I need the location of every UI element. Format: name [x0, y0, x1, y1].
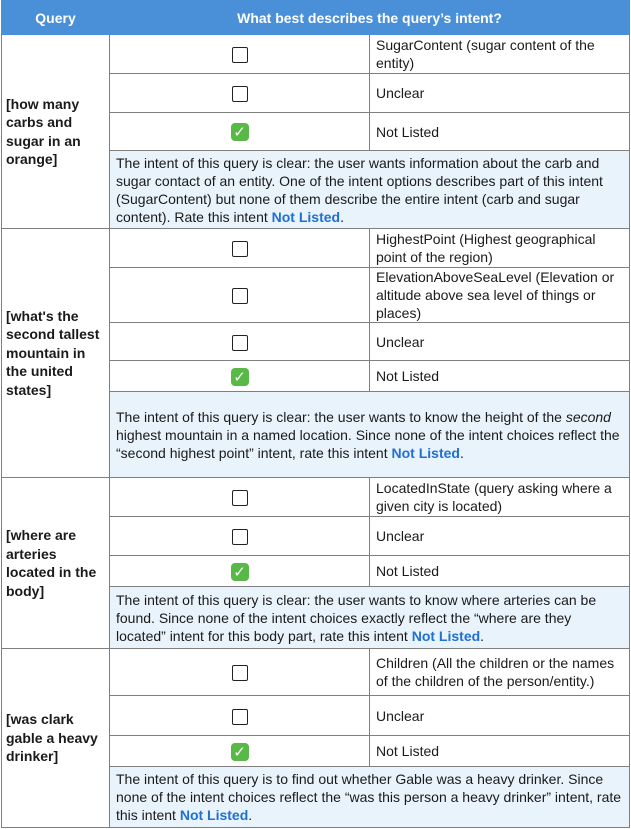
- option-label: Unclear: [370, 74, 630, 113]
- option-label: Not Listed: [370, 556, 630, 587]
- option-row: [2, 478, 630, 517]
- option-row: [2, 649, 630, 696]
- empty-checkbox-icon[interactable]: [232, 335, 248, 351]
- option-label: Not Listed: [370, 113, 630, 151]
- header-row: [2, 1, 630, 35]
- note-text: The intent of this query is to find out whether Gable was a heavy drinker. Since none of the intent choices reflect the “was this person a heavy drinker” intent, rate this intent: [116, 771, 622, 823]
- query-cell: [was clark gable a heavy drinker]: [2, 649, 110, 828]
- checkbox-cell: [110, 229, 370, 268]
- checkbox-cell: [110, 649, 370, 696]
- rating-table: [1, 0, 630, 828]
- green-check-icon[interactable]: ✓: [231, 743, 249, 761]
- empty-checkbox-icon[interactable]: [232, 490, 248, 506]
- note-text: The intent of this query is clear: the user wants to know where arteries can be found. Since none of the intent choices exactly reflect the “where are they located” intent for this body part, rate this intent: [116, 591, 597, 644]
- checkbox-cell: [110, 74, 370, 113]
- option-label: LocatedInState (query asking where a given city is located): [370, 478, 630, 517]
- query-cell: [where are arteries located in the body]: [2, 478, 110, 649]
- checkbox-cell: [110, 361, 370, 392]
- intent-column-header: What best describes the query’s intent?: [110, 1, 630, 35]
- option-row: [2, 229, 630, 268]
- empty-checkbox-icon[interactable]: [232, 86, 248, 102]
- note-text: The intent of this query is clear: the user wants to know the height of the: [116, 408, 566, 425]
- option-label: Unclear: [370, 696, 630, 736]
- green-check-icon[interactable]: ✓: [231, 368, 249, 386]
- option-label: Children (All the children or the names of the children of the person/entity.): [370, 649, 630, 696]
- empty-checkbox-icon[interactable]: [232, 529, 248, 545]
- not-listed-highlight: Not Listed: [271, 208, 341, 225]
- note-emphasis: second: [565, 408, 611, 425]
- explanation-note: [110, 587, 630, 649]
- checkbox-cell: [110, 113, 370, 151]
- query-cell: [what's the second tallest mountain in the united states]: [2, 229, 110, 478]
- option-label: Not Listed: [370, 361, 630, 392]
- option-label: Not Listed: [370, 736, 630, 767]
- checkbox-cell: [110, 517, 370, 556]
- empty-checkbox-icon[interactable]: [232, 47, 248, 63]
- option-label: Unclear: [370, 323, 630, 361]
- not-listed-highlight: Not Listed: [179, 807, 249, 823]
- option-label: ElevationAboveSeaLevel (Elevation or altitude above sea level of things or places): [370, 268, 630, 323]
- not-listed-highlight: Not Listed: [391, 444, 460, 461]
- query-cell: [how many carbs and sugar in an orange]: [2, 35, 110, 229]
- note-end: .: [248, 807, 253, 823]
- empty-checkbox-icon[interactable]: [232, 288, 248, 304]
- note-text-cont: highest mountain in a named location. Since none of the intent choices reflect the “second highest point” intent, rate this intent: [116, 426, 620, 461]
- checkbox-cell: [110, 736, 370, 767]
- not-listed-highlight: Not Listed: [411, 627, 481, 644]
- checkbox-cell: [110, 556, 370, 587]
- checkbox-cell: [110, 323, 370, 361]
- option-label: HighestPoint (Highest geographical point of the region): [370, 229, 630, 268]
- explanation-note: [110, 767, 630, 828]
- note-end: .: [480, 627, 485, 644]
- checkbox-cell: [110, 35, 370, 74]
- empty-checkbox-icon[interactable]: [232, 241, 248, 257]
- option-label: Unclear: [370, 517, 630, 556]
- checkbox-cell: [110, 478, 370, 517]
- note-end: .: [340, 208, 344, 225]
- explanation-note: [110, 151, 630, 229]
- empty-checkbox-icon[interactable]: [232, 709, 248, 725]
- checkbox-cell: [110, 268, 370, 323]
- explanation-note: [110, 392, 630, 478]
- checkbox-cell: [110, 696, 370, 736]
- option-label: SugarContent (sugar content of the entity): [370, 35, 630, 74]
- note-text: The intent of this query is clear: the user wants information about the carb and sugar contact of an entity. One of the intent options describes part of this intent (SugarContent) but none of them describe the entire intent (carb and sugar content). Rate this intent: [116, 154, 603, 225]
- query-column-header: Query: [2, 1, 110, 35]
- option-row: [2, 35, 630, 74]
- green-check-icon[interactable]: ✓: [231, 563, 249, 581]
- green-check-icon[interactable]: ✓: [231, 123, 249, 141]
- note-end: .: [459, 444, 464, 461]
- empty-checkbox-icon[interactable]: [232, 665, 248, 681]
